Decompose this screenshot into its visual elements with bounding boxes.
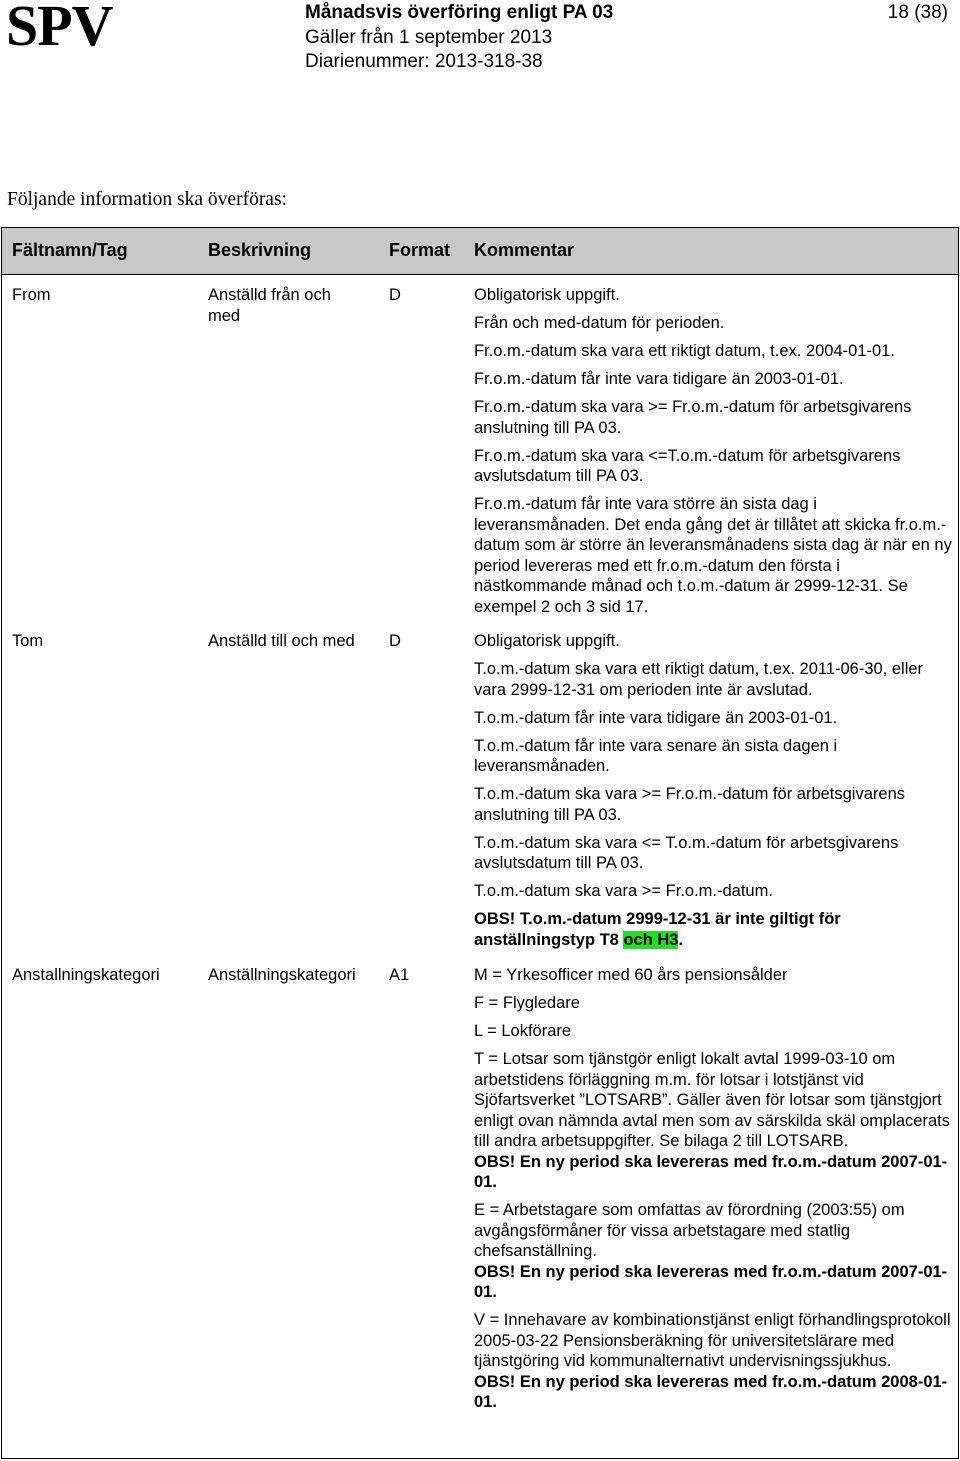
valid-from: Gäller från 1 september 2013 — [305, 26, 553, 48]
kategori-e-obs: OBS! En ny period ska levereras med fr.o.m.-datum 2007-01-01. — [474, 1262, 948, 1301]
kategori-t-obs: OBS! En ny period ska levereras med fr.o.m.-datum 2007-01-01. — [474, 1152, 948, 1191]
from-comment — [474, 285, 952, 625]
comment-line: T.o.m.-datum ska vara <= T.o.m.-datum för arbetsgivarens avslutsdatum till PA 03. — [474, 833, 899, 872]
comment-line: Fr.o.m.-datum får inte vara större än sista dag i leveransmånaden. Det enda gång det är tillåtet att skicka fr.o.m.-datum som är större än leveransmånadens sista dag är när en ny period levereras med ett fr.o.m.-datum den första i nästkommande månad och t.o.m.-datum är 2999-12-31. Se exempel 2 och 3 sid 17. — [474, 495, 952, 616]
comment-line: T.o.m.-datum får inte vara tidigare än 2003-01-01. — [474, 708, 838, 727]
obs-end: . — [678, 930, 684, 949]
comment-line: Obligatorisk uppgift. — [474, 286, 620, 304]
kategori-f: F = Flygledare — [474, 994, 580, 1012]
from-format: D — [389, 286, 401, 304]
kategori-field: Anstallningskategori — [12, 966, 160, 984]
document-title: Månadsvis överföring enligt PA 03 — [305, 2, 614, 23]
from-field: From — [12, 286, 51, 304]
from-description: Anställd från och med — [208, 286, 331, 325]
header-description: Beskrivning — [208, 240, 312, 260]
kategori-v: V = Innehavare av kombinationstjänst enligt förhandlingsprotokoll 2005-03-22 Pensionsberäkning för universitetslärare med tjänstgöring vid kommunalternativt undervisningssjukhus. — [474, 1311, 951, 1370]
obs-text: OBS! T.o.m.-datum 2999-12-31 är inte giltigt för anställningstyp T8 — [474, 910, 841, 949]
kategori-e: E = Arbetstagare som omfattas av förordning (2003:55) om avgångsförmåner för vissa arbetstagare med statlig chefsanställning. — [474, 1201, 905, 1260]
kategori-description: Anställningskategori — [208, 966, 356, 984]
comment-line: T.o.m.-datum får inte vara senare än sista dagen i leveransmånaden. — [474, 736, 838, 775]
header-field: Fältnamn/Tag — [12, 240, 128, 260]
diarienummer: Diarienummer: 2013-318-38 — [305, 51, 543, 72]
kategori-m: M = Yrkesofficer med 60 års pensionsålder — [474, 966, 788, 984]
comment-line: Fr.o.m.-datum får inte vara tidigare än 2003-01-01. — [474, 370, 844, 388]
document-header — [305, 1, 613, 75]
comment-line: Fr.o.m.-datum ska vara >= Fr.o.m.-datum för arbetsgivarens anslutning till PA 03. — [474, 398, 912, 437]
table-header-row — [2, 228, 958, 275]
field-table — [1, 227, 959, 1459]
tom-format: D — [389, 632, 401, 650]
tom-field: Tom — [12, 632, 44, 650]
comment-line: T.o.m.-datum ska vara >= Fr.o.m.-datum. — [474, 882, 773, 900]
header-comment: Kommentar — [474, 240, 575, 260]
highlighted-text: och H3 — [623, 930, 679, 949]
comment-line: T.o.m.-datum ska vara ett riktigt datum, t.ex. 2011-06-30, eller vara 2999-12-31 om perioden inte är avslutad. — [474, 660, 924, 699]
header-format: Format — [389, 240, 451, 260]
comment-line: Från och med-datum för perioden. — [474, 314, 725, 332]
tom-obs-note — [474, 909, 952, 950]
comment-line: Fr.o.m.-datum ska vara ett riktigt datum, t.ex. 2004-01-01. — [474, 342, 895, 360]
kategori-comment — [474, 965, 952, 1420]
tom-description: Anställd till och med — [208, 632, 355, 650]
kategori-l: L = Lokförare — [474, 1022, 572, 1040]
kategori-t: T = Lotsar som tjänstgör enligt lokalt avtal 1999-03-10 om arbetstidens förläggning m.m. för lotsar i lotstjänst vid Sjöfartsverket ”LOTSARB”. Gäller även för lotsar som tjänstgjort enligt ovan nämnda avtal men som av särskilda skäl omplacerats till andra arbetsuppgifter. Se bilaga 2 till LOTSARB. — [474, 1050, 950, 1150]
comment-line: T.o.m.-datum ska vara >= Fr.o.m.-datum för arbetsgivarens anslutning till PA 03. — [474, 785, 905, 824]
kategori-format: A1 — [389, 966, 410, 984]
tom-comment — [474, 631, 952, 958]
comment-line: Fr.o.m.-datum ska vara <=T.o.m.-datum för arbetsgivarens avslutsdatum till PA 03. — [474, 446, 901, 485]
kategori-v-obs: OBS! En ny period ska levereras med fr.o.m.-datum 2008-01-01. — [474, 1372, 948, 1411]
comment-line: Obligatorisk uppgift. — [474, 632, 620, 650]
intro-text: Följande information ska överföras: — [7, 189, 287, 210]
spv-logo: SPV — [6, 0, 113, 58]
page-number: 18 (38) — [887, 2, 948, 23]
